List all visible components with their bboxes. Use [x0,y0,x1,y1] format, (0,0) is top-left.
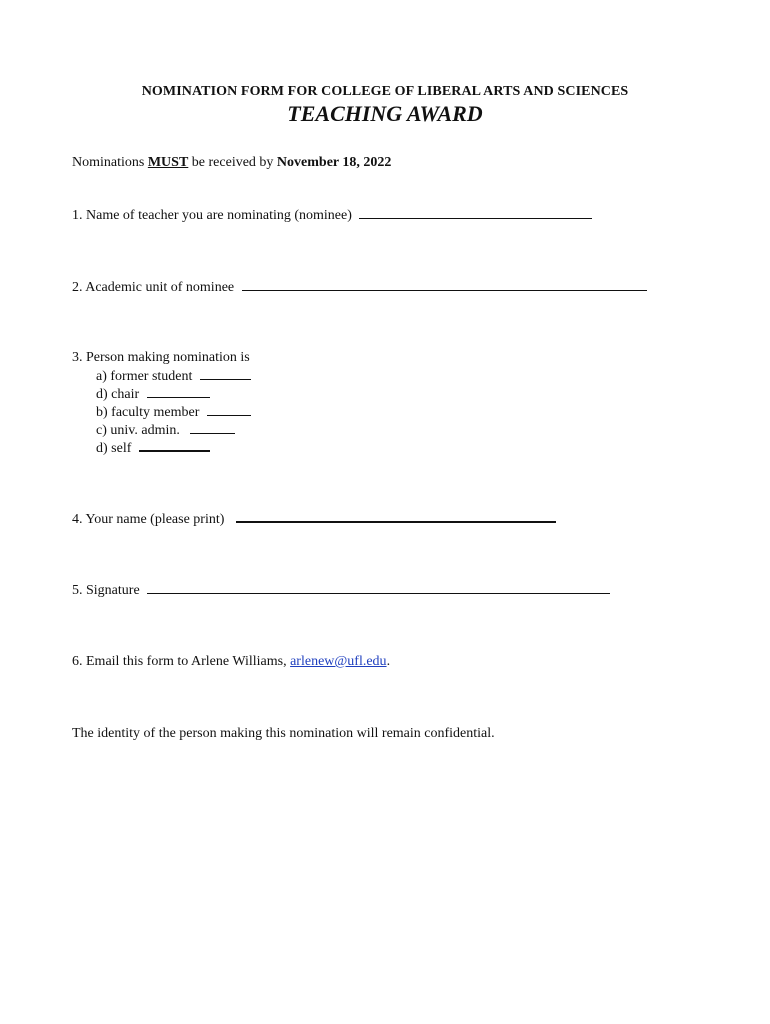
deadline-date: November 18, 2022 [276,155,392,170]
deadline-emphasis: MUST [147,155,189,170]
question-3 [72,349,250,367]
option-label: d) chair [96,387,140,402]
question-3-label: 3. Person making nomination is [72,350,250,365]
deadline-line [72,154,391,172]
question-4-label: 4. Your name (please print) [72,512,225,527]
academic-unit-field[interactable] [242,289,647,291]
signature-field[interactable] [147,592,610,594]
deadline-prefix: Nominations [72,155,148,170]
faculty-member-field[interactable] [207,414,251,416]
option-univ-admin [96,422,235,440]
question-2-label: 2. Academic unit of nominee [72,280,235,295]
your-name-field[interactable] [236,520,556,523]
email-link[interactable]: arlenew@ufl.edu [290,654,387,669]
option-chair [96,386,210,404]
option-self [96,440,210,458]
chair-field[interactable] [147,396,210,398]
deadline-middle: be received by [188,155,277,170]
question-4 [72,511,556,529]
option-faculty-member [96,404,251,422]
form-header: NOMINATION FORM FOR COLLEGE OF LIBERAL ARTS AND SCIENCES [141,84,629,99]
question-5 [72,582,610,600]
question-6 [72,653,390,671]
self-field[interactable] [139,449,210,452]
confidentiality-note: The identity of the person making this nomination will remain confidential. [72,726,495,741]
option-label: b) faculty member [96,405,200,420]
question-1 [72,207,592,225]
question-6-label: 6. Email this form to Arlene Williams, [72,654,291,669]
option-label: c) univ. admin. [96,423,180,438]
former-student-field[interactable] [200,378,251,380]
option-label: a) former student [96,369,193,384]
univ-admin-field[interactable] [190,432,235,434]
question-2 [72,279,647,297]
option-former-student [96,368,251,386]
option-label: d) self [96,441,132,456]
form-title: TEACHING AWARD [287,101,483,126]
question-5-label: 5. Signature [72,583,140,598]
nominee-name-field[interactable] [359,217,592,219]
question-1-label: 1. Name of teacher you are nominating (nominee) [72,208,352,223]
question-6-suffix: . [386,654,391,669]
